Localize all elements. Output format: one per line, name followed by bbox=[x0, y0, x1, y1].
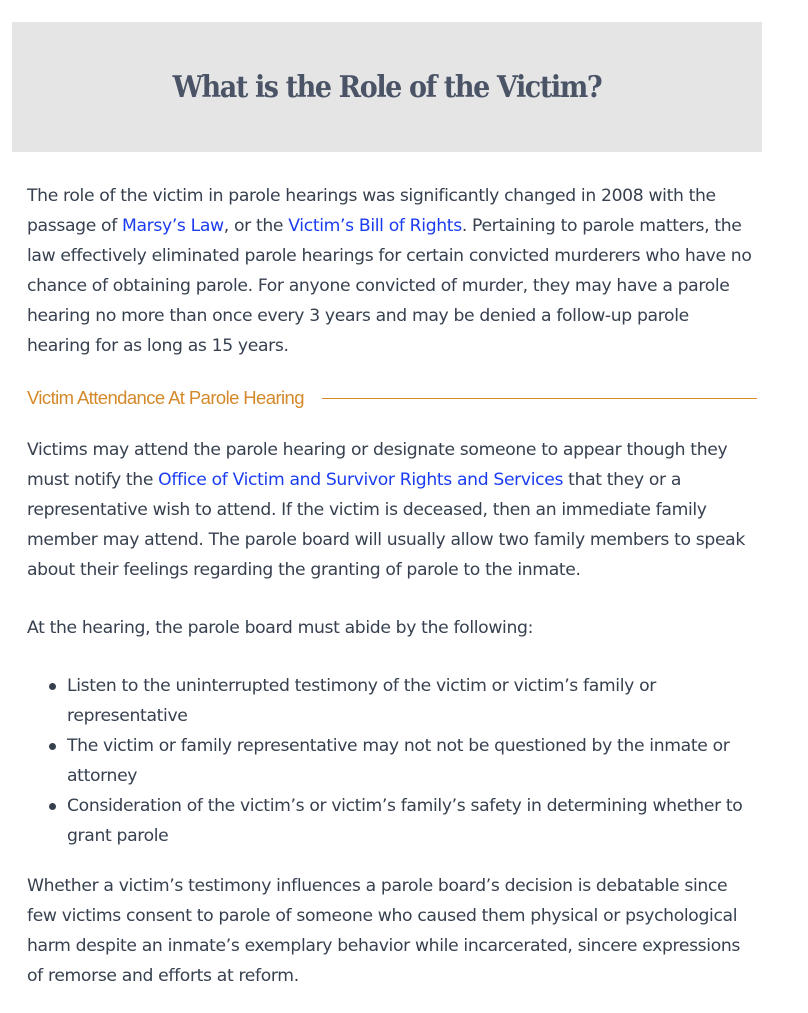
section-heading bbox=[27, 387, 757, 409]
list-item bbox=[67, 671, 757, 731]
intro-text-2: , or the bbox=[223, 216, 289, 236]
victims-bill-of-rights-link[interactable]: Victim’s Bill of Rights bbox=[288, 216, 462, 236]
intro-text-3: . Pertaining to parole matters, the law effectively eliminated parole hearings for certain convicted murderers who have no chance of obtaining parole. For anyone convicted of murder, they may have a parole hearing no more than once every 3 years and may be denied a follow-up parole hearing for as long as 15 years. bbox=[27, 216, 752, 356]
hearing-rules-intro: At the hearing, the parole board must abide by the following: bbox=[27, 618, 534, 638]
hearing-rules-list bbox=[27, 671, 757, 851]
article-body bbox=[27, 181, 757, 991]
marsys-law-link[interactable]: Marsy’s Law bbox=[122, 216, 224, 236]
list-item bbox=[67, 731, 757, 791]
intro-paragraph bbox=[27, 181, 757, 361]
attendance-text-2: that they or a representative wish to attend. If the victim is deceased, then an immediate family member may attend. The parole board will usually allow two family members to speak about their feelings regarding the granting of parole to the inmate. bbox=[27, 470, 745, 580]
section-heading-text: Victim Attendance At Parole Hearing bbox=[27, 387, 304, 408]
ovsrs-link[interactable]: Office of Victim and Survivor Rights and Services bbox=[158, 470, 564, 490]
attendance-paragraph bbox=[27, 435, 757, 585]
section-heading-rule bbox=[322, 398, 757, 399]
intro-text-1: The role of the victim in parole hearings was significantly changed in 2008 with the passage of bbox=[27, 186, 716, 236]
conclusion-paragraph: Whether a victim’s testimony influences a parole board’s decision is debatable since few victims consent to parole of someone who caused them physical or psychological harm despite an inmate’s exemplary behavior while incarcerated, sincere expressions of remorse and efforts at reform. bbox=[27, 876, 741, 986]
page-title: What is the Role of the Victim? bbox=[172, 69, 602, 105]
bullet-icon bbox=[49, 803, 56, 810]
attendance-text-1: Victims may attend the parole hearing or designate someone to appear though they must notify the bbox=[27, 440, 728, 490]
list-item-text: Listen to the uninterrupted testimony of the victim or victim’s family or representative bbox=[67, 676, 656, 726]
bullet-icon bbox=[49, 743, 56, 750]
bullet-icon bbox=[49, 683, 56, 690]
list-item-text: The victim or family representative may not not be questioned by the inmate or attorney bbox=[67, 736, 730, 786]
list-item bbox=[67, 791, 757, 851]
list-item-text: Consideration of the victim’s or victim’s family’s safety in determining whether to grant parole bbox=[67, 796, 743, 846]
page-header-banner bbox=[12, 22, 762, 152]
